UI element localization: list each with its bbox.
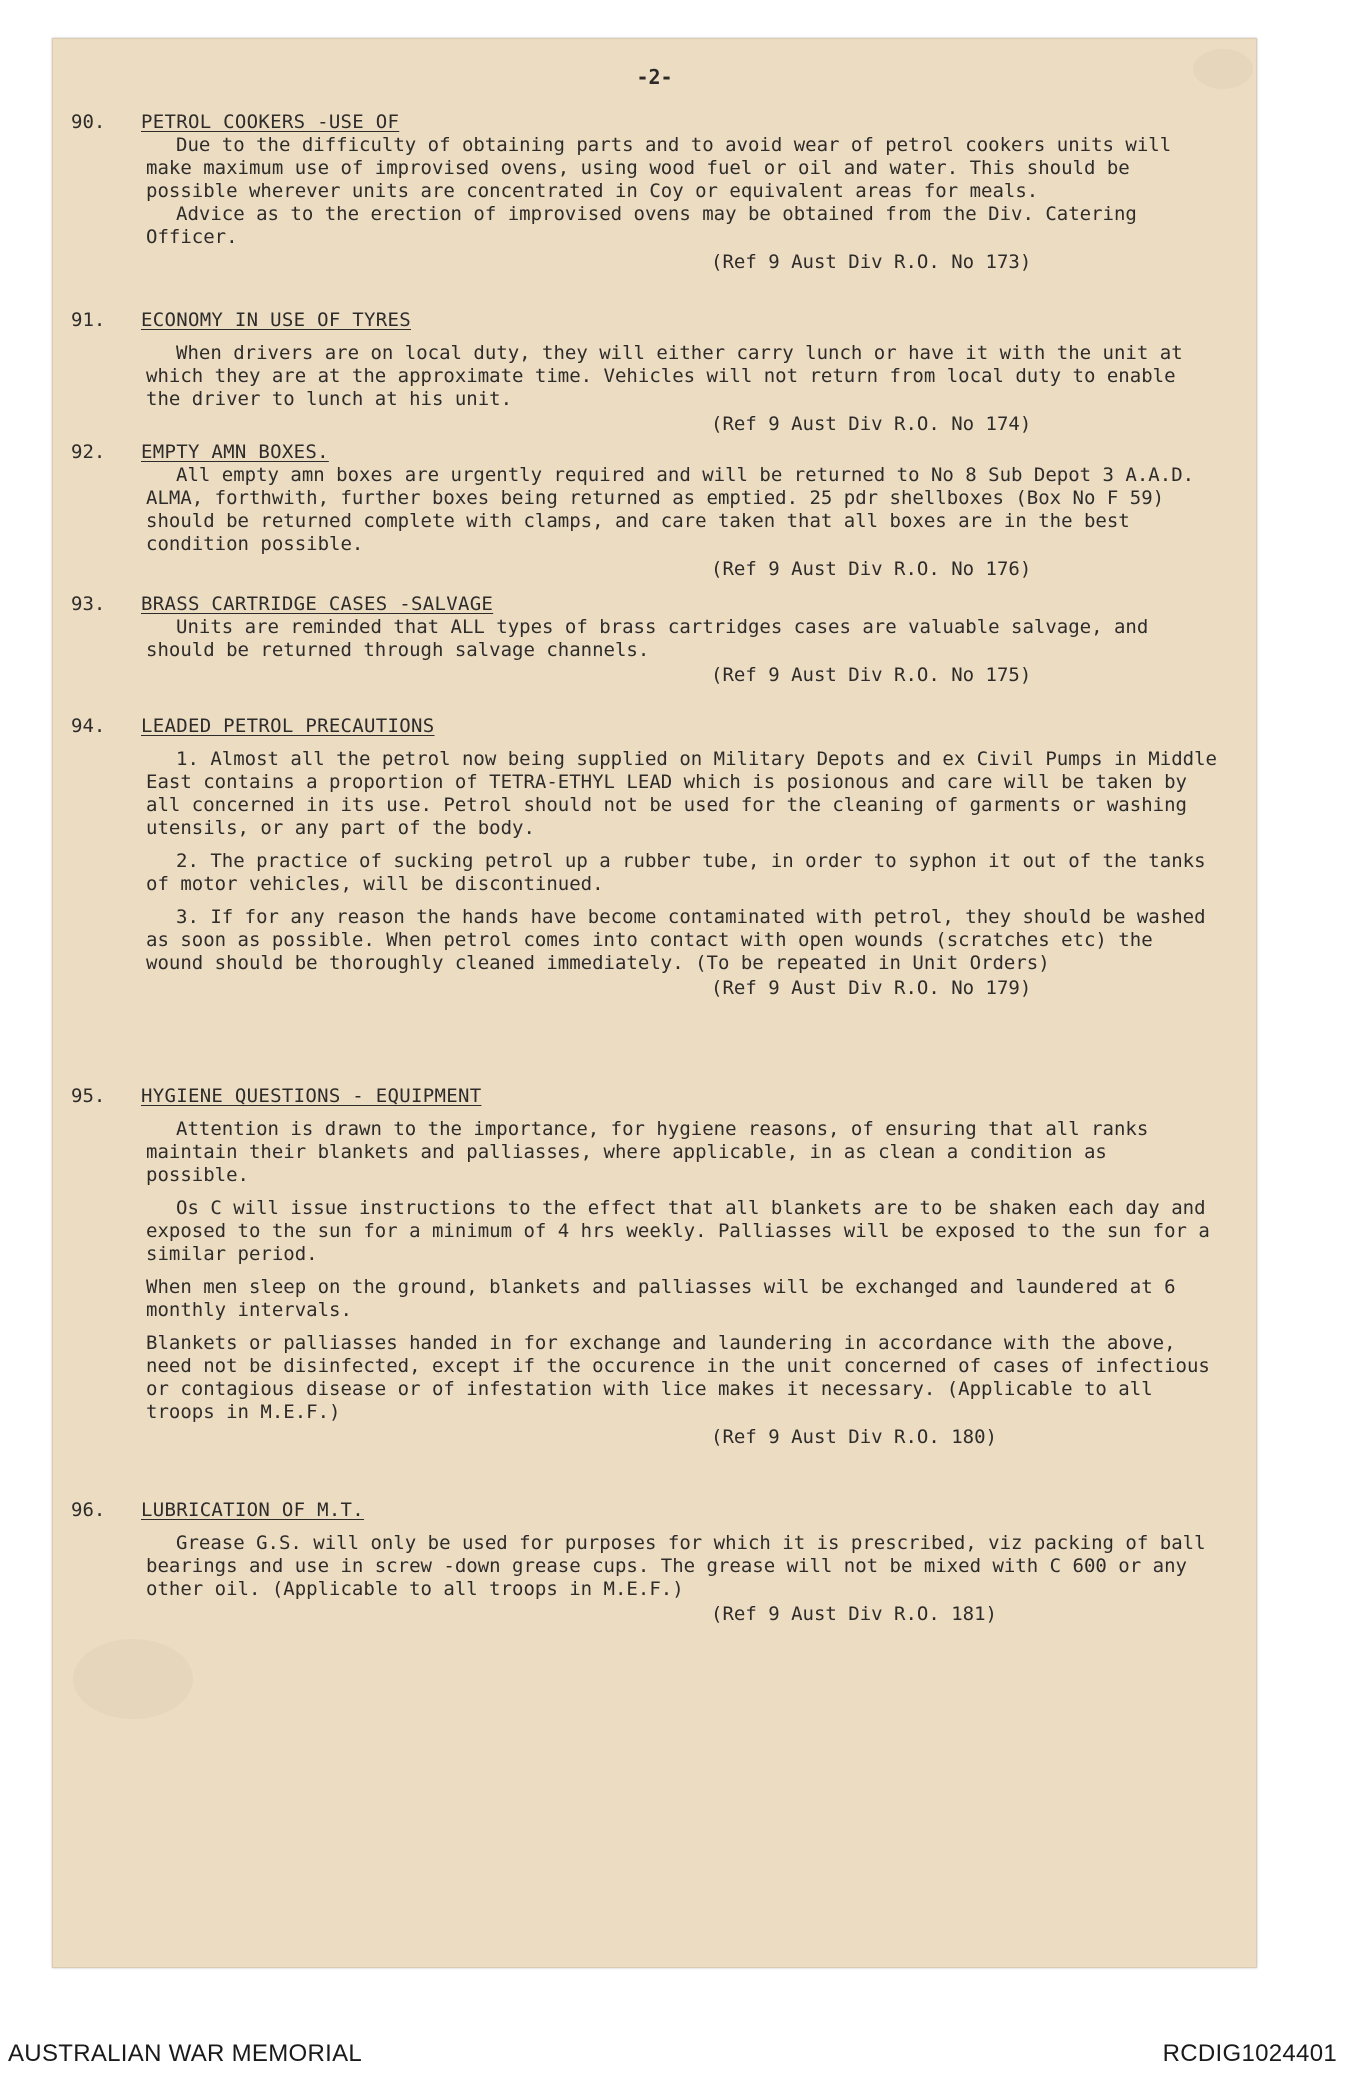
page-number: -2- — [636, 65, 673, 89]
section-94 — [71, 715, 1229, 1000]
section-number: 91. — [71, 309, 106, 331]
section-title: HYGIENE QUESTIONS - EQUIPMENT — [141, 1085, 482, 1107]
paragraph: Os C will issue instructions to the effect that all blankets are to be shaken each day and exposed to the sun for a minimum of 4 hrs weekly. Palliasses will be exposed to the sun for a similar period. — [146, 1197, 1222, 1265]
paragraph: When drivers are on local duty, they will either carry lunch or have it with the unit at which they are at the approximate time. Vehicles will not return from local duty to enable the driver to lunch at his unit. — [146, 342, 1195, 410]
section-number: 95. — [71, 1085, 106, 1107]
reference: (Ref 9 Aust Div R.O. 180) — [711, 1426, 997, 1448]
section-90 — [71, 111, 1221, 274]
paragraph: Advice as to the erection of improvised ovens may be obtained from the Div. Catering Officer. — [146, 203, 1149, 248]
section-93 — [71, 593, 1221, 687]
paragraph: When men sleep on the ground, blankets and palliasses will be exchanged and laundered at 6 monthly intervals. — [146, 1276, 1187, 1321]
paragraph: Grease G.S. will only be used for purposes for which it is prescribed, viz packing of ball bearings and use in screw -down grease cups. The grease will not be mixed with C 600 or any other oil. (Applicable to all troops in M.E.F.) — [146, 1532, 1217, 1600]
section-title: BRASS CARTRIDGE CASES -SALVAGE — [141, 593, 494, 615]
reference: (Ref 9 Aust Div R.O. No 173) — [711, 251, 1032, 273]
section-number: 90. — [71, 111, 106, 133]
section-number: 92. — [71, 441, 106, 463]
reference: (Ref 9 Aust Div R.O. No 175) — [711, 664, 1032, 686]
section-number: 94. — [71, 715, 106, 737]
section-title: EMPTY AMN BOXES. — [141, 441, 329, 463]
paragraph: 2. The practice of sucking petrol up a rubber tube, in order to syphon it out of the tanks of motor vehicles, will be discontinued. — [146, 850, 1217, 895]
section-91 — [71, 309, 1221, 436]
paragraph: 1. Almost all the petrol now being supplied on Military Depots and ex Civil Pumps in Middle East contains a proportion of TETRA-ETHYL LEAD which is posionous and care will be taken by all concerned in its use. Petrol should not be used for the cleaning of garments or washing utensils, or any part of the body. — [146, 748, 1229, 839]
section-title: LUBRICATION OF M.T. — [141, 1499, 365, 1521]
section-95 — [71, 1085, 1221, 1449]
paragraph: All empty amn boxes are urgently required and will be returned to No 8 Sub Depot 3 A.A.D. ALMA, forthwith, further boxes being returned as emptied. 25 pdr shellboxes (Box No F 59) should be returned complete with clamps, and care taken that all boxes are in the best condition possible. — [146, 464, 1206, 555]
section-title: ECONOMY IN USE OF TYRES — [141, 309, 411, 331]
section-96 — [71, 1499, 1221, 1626]
paper-stain — [73, 1639, 193, 1719]
section-92 — [71, 441, 1221, 581]
reference: (Ref 9 Aust Div R.O. No 176) — [711, 558, 1032, 580]
section-number: 93. — [71, 593, 106, 615]
paragraph: Blankets or palliasses handed in for exchange and laundering in accordance with the above, need not be disinfected, except if the occurence in the unit concerned of cases of infectious or contagious disease or of infestation with lice makes it necessary. (Applicable to all troops in M.E.F.) — [146, 1332, 1222, 1423]
paragraph: Units are reminded that ALL types of brass cartridges cases are valuable salvage, and should be returned through salvage channels. — [146, 616, 1160, 661]
footer-institution: AUSTRALIAN WAR MEMORIAL — [8, 2040, 363, 2067]
section-number: 96. — [71, 1499, 106, 1521]
section-title: LEADED PETROL PRECAUTIONS — [141, 715, 435, 737]
reference: (Ref 9 Aust Div R.O. No 174) — [711, 413, 1032, 435]
paragraph: Due to the difficulty of obtaining parts and to avoid wear of petrol cookers units will make maximum use of improvised ovens, using wood fuel or oil and water. This should be possible wherever units are concentrated in Coy or equivalent areas for meals. — [146, 134, 1183, 202]
paragraph: Attention is drawn to the importance, for hygiene reasons, of ensuring that all ranks maintain their blankets and palliasses, where applicable, in as clean a condition as possible. — [146, 1118, 1160, 1186]
document-page — [52, 38, 1257, 1968]
footer-record-id: RCDIG1024401 — [1162, 2040, 1337, 2067]
paragraph: 3. If for any reason the hands have become contaminated with petrol, they should be washed as soon as possible. When petrol comes into contact with open wounds (scratches etc) the wound should be thoroughly cleaned immediately. (To be repeated in Unit Orders) — [146, 906, 1217, 974]
reference: (Ref 9 Aust Div R.O. 181) — [711, 1603, 997, 1625]
section-title: PETROL COOKERS -USE OF — [141, 111, 400, 133]
reference: (Ref 9 Aust Div R.O. No 179) — [711, 977, 1032, 999]
